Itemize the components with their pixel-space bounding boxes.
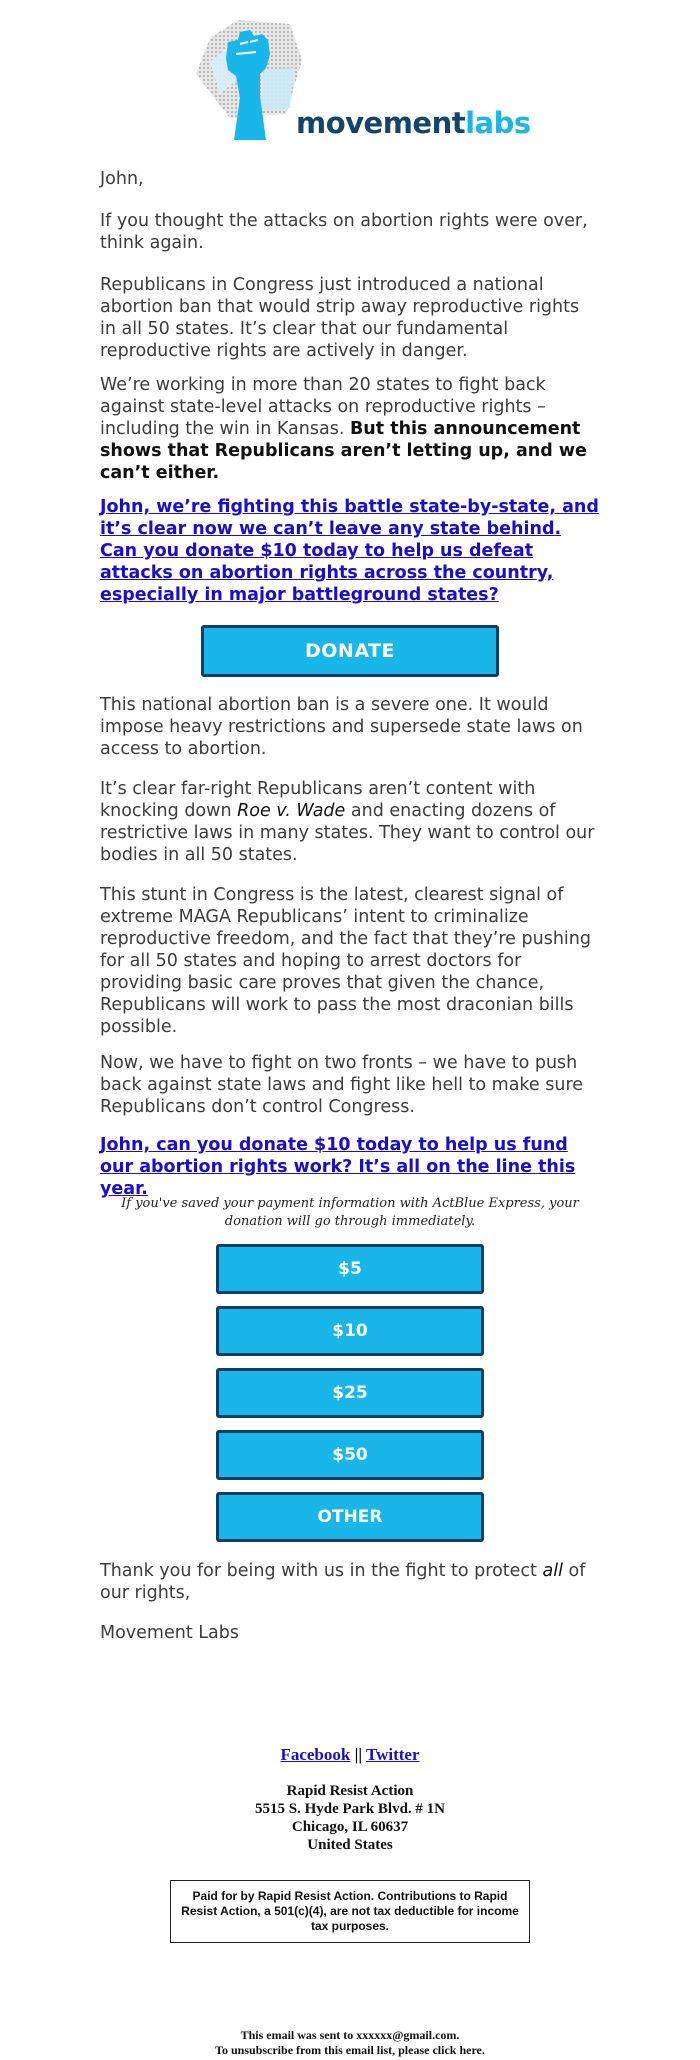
logo-wordmark: [296, 106, 531, 140]
sent-to-line: This email was sent to xxxxxx@gmail.com.: [240, 2028, 460, 2042]
email-sent-info: [0, 2028, 700, 2058]
paragraph-3-text: We’re working in more than 20 states to fight back against state-level attacks on reproductive rights – including the win in Kansas.: [100, 375, 546, 439]
roe-v-wade-italic: Roe v. Wade: [237, 801, 346, 821]
twitter-link[interactable]: Twitter: [366, 1745, 420, 1764]
donate-10-button[interactable]: $10: [216, 1306, 484, 1356]
paid-for-disclaimer: Paid for by Rapid Resist Action. Contributions to Rapid Resist Action, a 501(c)(4), are not tax deductible for income tax purposes.: [170, 1880, 530, 1943]
donate-link-1[interactable]: John, we’re fighting this battle state-by-state, and it’s clear now we can’t leave any state behind. Can you donate $10 today to help us defeat attacks on abortion rights across the country, especially in major battleground states?: [100, 497, 599, 605]
greeting: John,: [100, 169, 144, 189]
paragraph-6: This stunt in Congress is the latest, clearest signal of extreme MAGA Republicans’ intent to criminalize reproductive freedom, and the fact that they’re pushing for all 50 states and hoping to arrest doctors for providing basic care proves that given the chance, Republicans will work to pass the most draconian bills possible.: [100, 885, 591, 1037]
city-state-zip: Chicago, IL 60637: [291, 1819, 409, 1835]
donate-button[interactable]: DONATE: [201, 625, 499, 677]
paragraph-2: Republicans in Congress just introduced a national abortion ban that would strip away reproductive rights in all 50 states. It’s clear that our fundamental reproductive rights are actively in danger.: [100, 275, 580, 361]
mailing-address: [0, 1782, 700, 1854]
paragraph-1: If you thought the attacks on abortion rights were over, think again.: [100, 211, 588, 253]
street-address: 5515 S. Hyde Park Blvd. # 1N: [254, 1801, 446, 1817]
social-separator: ||: [350, 1745, 367, 1764]
donate-link-2[interactable]: John, can you donate $10 today to help us fund our abortion rights work? It’s all on the line this year.: [100, 1135, 576, 1199]
thanks-italic: all: [542, 1561, 563, 1581]
facebook-link[interactable]: Facebook: [280, 1745, 351, 1764]
donate-25-button[interactable]: $25: [216, 1368, 484, 1418]
paragraph-3-bold: But this announcement shows that Republicans aren’t letting up, and we can’t either.: [100, 419, 587, 483]
logo-word-labs: labs: [465, 106, 531, 140]
paragraph-5-text-a: It’s clear far-right Republicans aren’t content with knocking down: [100, 779, 536, 821]
thanks-paragraph: [100, 1560, 600, 1604]
paragraph-3: [100, 374, 600, 484]
movementlabs-logo: [190, 14, 531, 154]
country: United States: [307, 1837, 393, 1853]
thanks-text-b: of our rights,: [100, 1561, 586, 1603]
social-links: [0, 1745, 700, 1765]
paragraph-4: This national abortion ban is a severe one. It would impose heavy restrictions and supersede state laws on access to abortion.: [100, 695, 583, 759]
donate-50-button[interactable]: $50: [216, 1430, 484, 1480]
signoff: Movement Labs: [100, 1623, 239, 1643]
paragraph-5: [100, 778, 600, 866]
unsubscribe-line[interactable]: To unsubscribe from this email list, please click here.: [215, 2043, 485, 2057]
paragraph-5-text-b: and enacting dozens of restrictive laws in many states. They want to control our bodies in all 50 states.: [100, 801, 595, 865]
thanks-text-a: Thank you for being with us in the fight to protect: [100, 1561, 543, 1581]
donate-5-button[interactable]: $5: [216, 1244, 484, 1294]
logo-word-movement: movement: [296, 106, 466, 140]
actblue-express-note: If you've saved your payment information with ActBlue Express, your donation will go through immediately.: [121, 1196, 579, 1229]
donate-other-button[interactable]: OTHER: [216, 1492, 484, 1542]
org-name: Rapid Resist Action: [286, 1783, 414, 1799]
paragraph-7: Now, we have to fight on two fronts – we have to push back against state laws and fight like hell to make sure Republicans don’t control Congress.: [100, 1053, 584, 1117]
